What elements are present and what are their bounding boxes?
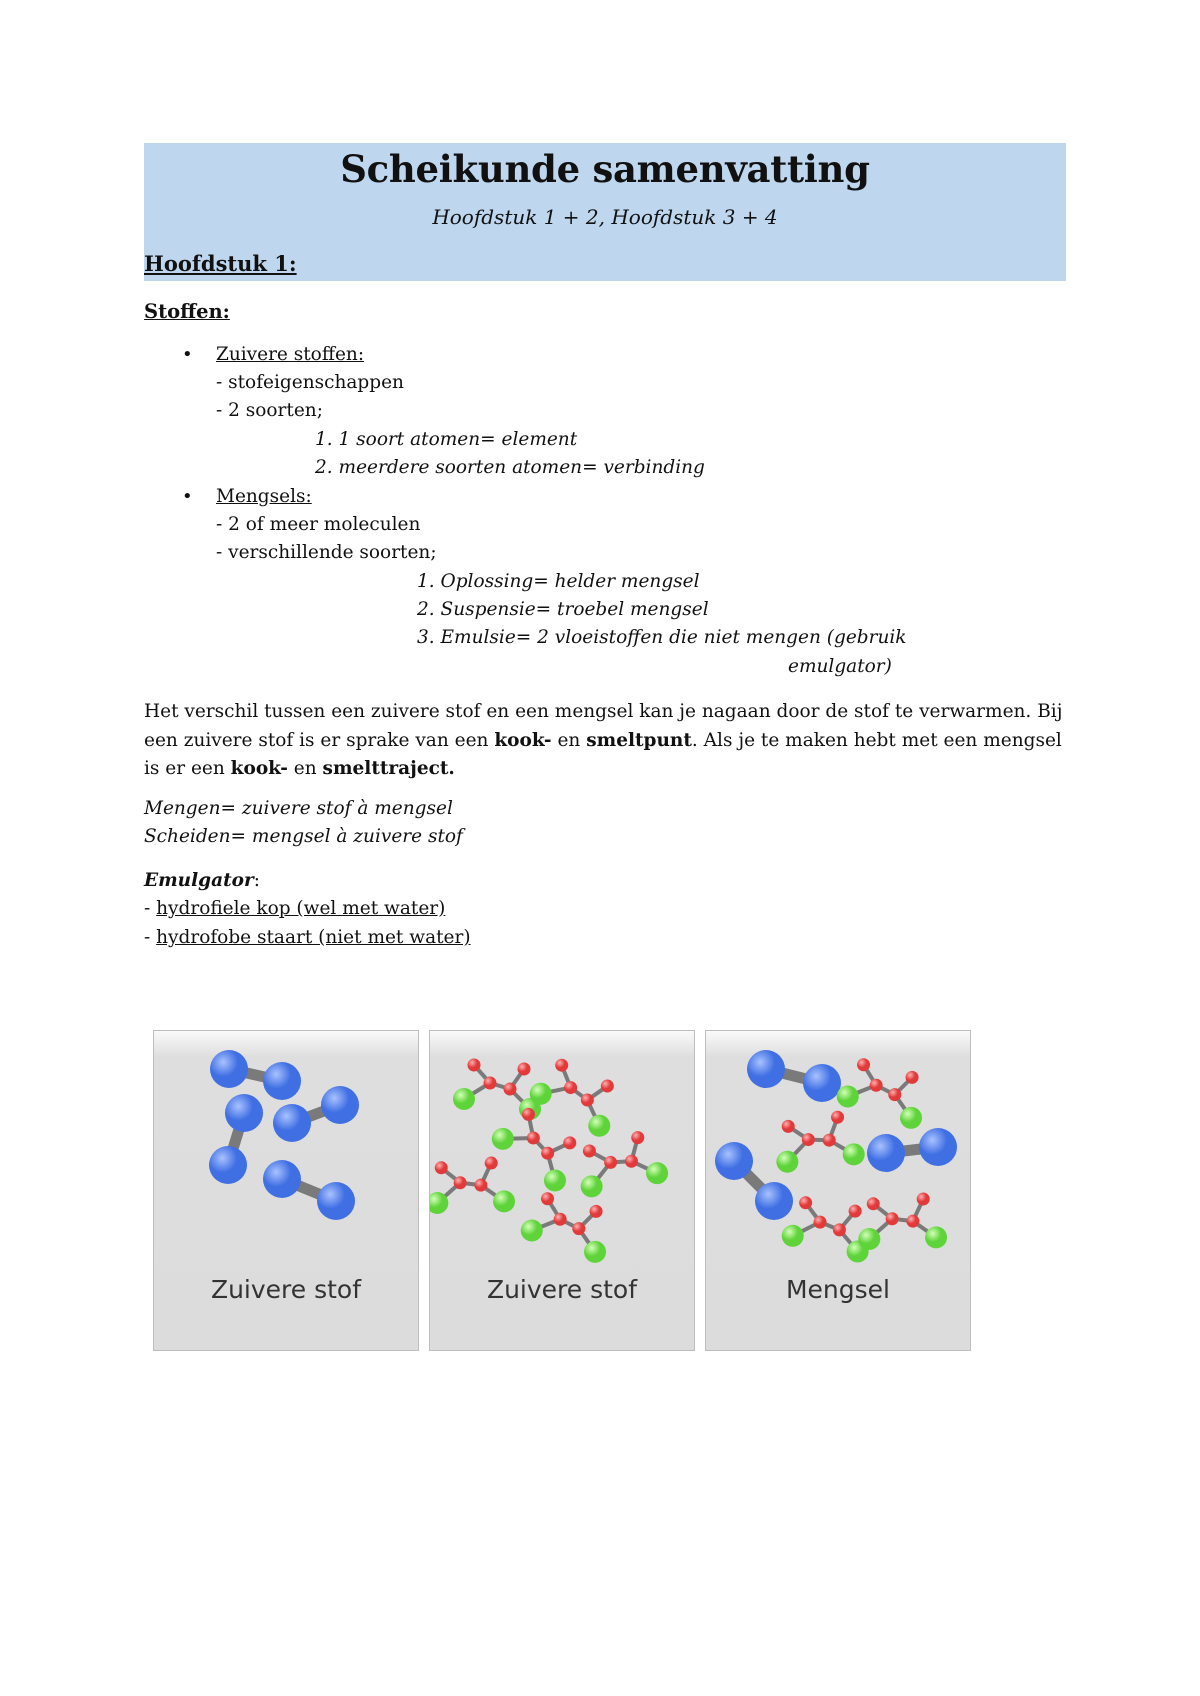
- zuivere-line-2: - 2 soorten;: [216, 400, 323, 421]
- red-atom: [522, 1108, 535, 1121]
- green-atom: [646, 1162, 668, 1184]
- section-heading-stoffen: Stoffen:: [144, 300, 230, 323]
- red-atom: [888, 1088, 901, 1101]
- mengsels-line-1: - 2 of meer moleculen: [216, 514, 421, 535]
- blue-atom: [715, 1142, 753, 1180]
- mengsels-label: Mengsels:: [216, 486, 312, 507]
- red-atom: [583, 1144, 596, 1157]
- mengsels-item-2: 2. Suspensie= troebel mengsel: [417, 599, 709, 620]
- red-atom: [484, 1077, 497, 1090]
- green-atom: [453, 1088, 475, 1110]
- red-atom: [572, 1222, 585, 1235]
- zuivere-line-1: - stofeigenschappen: [216, 372, 404, 393]
- para-text-2: en: [551, 729, 587, 751]
- green-atom: [858, 1228, 880, 1250]
- bullet-zuivere: •: [182, 344, 193, 365]
- green-atom: [584, 1241, 606, 1263]
- red-atom: [814, 1216, 827, 1229]
- red-atom: [867, 1197, 880, 1210]
- emulgator-item-2-line: [144, 927, 471, 948]
- green-atom: [544, 1170, 566, 1192]
- emulgator-item-1: hydrofiele kop (wel met water): [156, 898, 446, 919]
- emulgator-dash-2: -: [144, 927, 157, 948]
- mengsels-item-3-continuation: emulgator): [788, 656, 892, 677]
- red-atom: [906, 1071, 919, 1084]
- red-atom: [563, 1136, 576, 1149]
- scheiden-line: Scheiden= mengsel à zuivere stof: [144, 826, 463, 847]
- green-atom: [530, 1083, 552, 1105]
- red-atom: [541, 1147, 554, 1160]
- red-atom: [799, 1196, 812, 1209]
- red-atom: [518, 1063, 531, 1076]
- red-atom: [435, 1161, 448, 1174]
- figure-panel-pure-2: [429, 1030, 695, 1351]
- red-atom: [886, 1212, 899, 1225]
- red-atom: [802, 1133, 815, 1146]
- red-atom: [554, 1213, 567, 1226]
- blue-atom: [867, 1134, 905, 1172]
- red-atom: [485, 1157, 498, 1170]
- emulgator-dash-1: -: [144, 898, 157, 919]
- blue-atom: [225, 1094, 263, 1132]
- zuivere-item-2: 2. meerdere soorten atomen= verbinding: [315, 457, 705, 478]
- emulgator-heading: Emulgator: [144, 870, 254, 891]
- red-atom: [823, 1134, 836, 1147]
- red-atom: [831, 1111, 844, 1124]
- mengsels-line-2: - verschillende soorten;: [216, 542, 437, 563]
- figure-panel-label-3: Mengsel: [785, 1275, 891, 1304]
- red-atom: [555, 1059, 568, 1072]
- red-atom: [581, 1094, 594, 1107]
- para-bold-smeltpunt: smeltpunt: [586, 729, 692, 751]
- red-atom: [631, 1131, 644, 1144]
- para-text-3: . Als je te maken hebt met een mengsel is er een: [144, 729, 1062, 779]
- red-atom: [541, 1192, 554, 1205]
- green-atom: [843, 1143, 865, 1165]
- red-atom: [625, 1155, 638, 1168]
- red-atom: [604, 1156, 617, 1169]
- blue-atom: [747, 1050, 785, 1088]
- red-atom: [474, 1179, 487, 1192]
- green-atom: [900, 1107, 922, 1129]
- red-atom: [527, 1132, 540, 1145]
- zuivere-item-1: 1. 1 soort atomen= element: [315, 429, 578, 450]
- emulgator-colon: :: [253, 870, 260, 891]
- red-atom: [504, 1083, 517, 1096]
- red-atom: [601, 1080, 614, 1093]
- red-atom: [590, 1205, 603, 1218]
- red-atom: [917, 1193, 930, 1206]
- red-atom: [849, 1205, 862, 1218]
- green-atom: [837, 1086, 859, 1108]
- para-text-1: Het verschil tussen een zuivere stof en een mengsel kan je nagaan door de stof te verwarmen. Bij een zuivere stof is er sprake van een: [144, 701, 1063, 751]
- emulgator-item-2: hydrofobe staart (niet met water): [156, 927, 471, 948]
- mengsels-item-3: 3. Emulsie= 2 vloeistoffen die niet mengen (gebruik: [417, 627, 907, 648]
- green-atom: [492, 1128, 514, 1150]
- blue-atom: [263, 1160, 301, 1198]
- blue-atom: [210, 1050, 248, 1088]
- green-atom: [925, 1226, 947, 1248]
- figure-panel-label-1: Zuivere stof: [210, 1275, 362, 1304]
- mengen-line: Mengen= zuivere stof à mengsel: [144, 798, 453, 819]
- para-text-4: en: [287, 758, 323, 779]
- blue-atom: [209, 1146, 247, 1184]
- para-bold-smelttraject: smelttraject.: [322, 758, 455, 779]
- chapter-heading: Hoofdstuk 1:: [144, 251, 297, 276]
- blue-atom: [263, 1062, 301, 1100]
- blue-atom: [273, 1104, 311, 1142]
- red-atom: [906, 1215, 919, 1228]
- green-atom: [776, 1151, 798, 1173]
- page-subtitle: Hoofdstuk 1 + 2, Hoofdstuk 3 + 4: [432, 205, 778, 229]
- red-atom: [870, 1079, 883, 1092]
- zuivere-stoffen-label: Zuivere stoffen:: [216, 344, 365, 365]
- blue-atom: [755, 1182, 793, 1220]
- para-bold-kook-2: kook-: [230, 758, 288, 779]
- figure-panel-pure-1: [153, 1030, 419, 1351]
- green-atom: [782, 1225, 804, 1247]
- red-atom: [454, 1176, 467, 1189]
- red-atom: [564, 1081, 577, 1094]
- para-bold-kook: kook-: [494, 729, 552, 751]
- title-block: [144, 143, 1066, 281]
- green-atom: [588, 1115, 610, 1137]
- red-atom: [782, 1120, 795, 1133]
- emulgator-heading-line: [144, 870, 260, 891]
- page-title: Scheikunde samenvatting: [340, 147, 870, 191]
- green-atom: [581, 1175, 603, 1197]
- mengsels-item-1: 1. Oplossing= helder mengsel: [417, 571, 700, 592]
- green-atom: [493, 1190, 515, 1212]
- green-atom: [521, 1220, 543, 1242]
- red-atom: [468, 1059, 481, 1072]
- red-atom: [857, 1058, 870, 1071]
- blue-atom: [317, 1182, 355, 1220]
- red-atom: [833, 1223, 846, 1236]
- emulgator-item-1-line: [144, 898, 445, 919]
- blue-atom: [803, 1064, 841, 1102]
- blue-atom: [919, 1128, 957, 1166]
- blue-atom: [321, 1086, 359, 1124]
- figure-panel-label-2: Zuivere stof: [486, 1275, 638, 1304]
- figure-panel-mixture: [705, 1030, 971, 1351]
- explanation-paragraph: [144, 698, 1066, 784]
- bullet-mengsels: •: [182, 486, 193, 507]
